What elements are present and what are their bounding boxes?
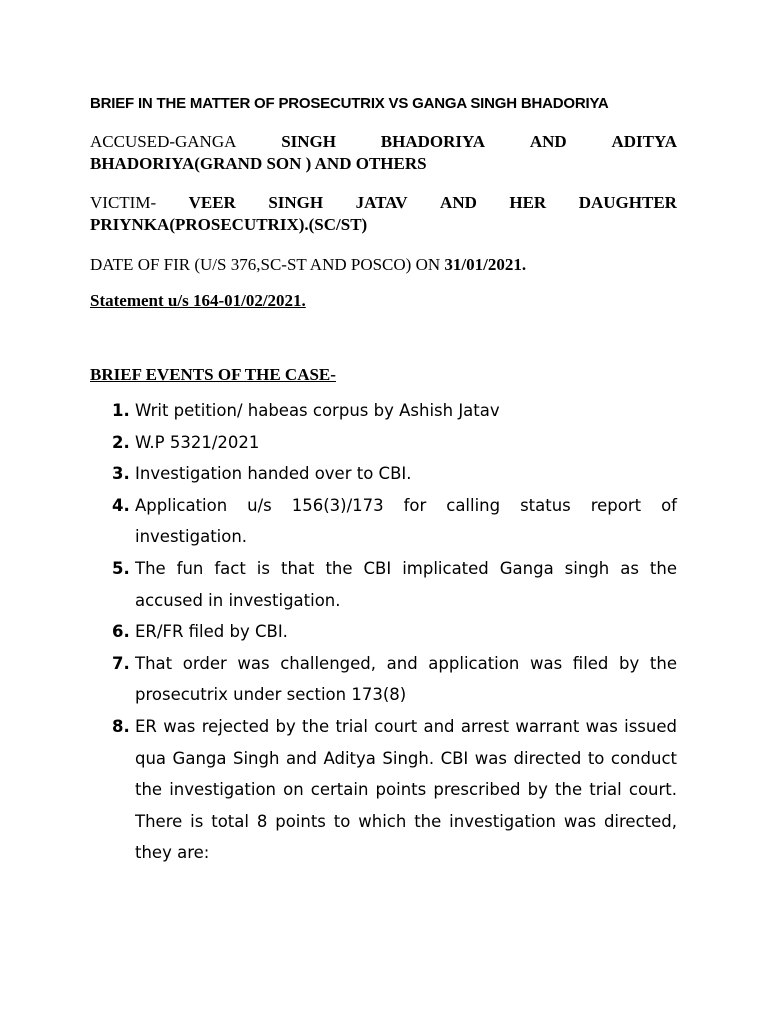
list-item xyxy=(90,427,677,459)
accused-line-2: BHADORIYA(GRAND SON ) AND OTHERS xyxy=(90,154,427,173)
accused-line-1 xyxy=(90,131,677,153)
list-item-number: 4. xyxy=(112,495,130,515)
victim-label: VICTIM- xyxy=(90,193,157,212)
list-item-text: ER/FR filed by CBI. xyxy=(135,622,288,642)
victim-word: HER xyxy=(509,193,547,212)
victim-line-2: PRIYNKA(PROSECUTRIX).(SC/ST) xyxy=(90,215,368,234)
document-title: BRIEF IN THE MATTER OF PROSECUTRIX VS GANGA SINGH BHADORIYA xyxy=(90,95,609,112)
victim-word: VEER xyxy=(188,193,236,212)
accused-paragraph xyxy=(90,131,677,175)
list-item xyxy=(90,458,677,490)
list-item-number: 7. xyxy=(112,653,130,673)
list-item xyxy=(90,395,677,427)
list-item-number: 8. xyxy=(112,716,130,736)
list-item xyxy=(90,616,677,648)
victim-paragraph xyxy=(90,192,677,236)
accused-word: ADITYA xyxy=(611,132,677,151)
list-item-text: W.P 5321/2021 xyxy=(135,432,260,452)
accused-label: ACCUSED-GANGA xyxy=(90,132,237,151)
victim-word: AND xyxy=(440,193,477,212)
accused-word: BHADORIYA xyxy=(380,132,486,151)
list-item-number: 3. xyxy=(112,464,130,484)
list-item xyxy=(90,490,677,553)
list-item-text: That order was challenged, and application was filed by the prosecutrix under section 173(8) xyxy=(135,653,677,705)
accused-word: SINGH xyxy=(281,132,336,151)
list-item-number: 5. xyxy=(112,558,130,578)
events-list xyxy=(90,395,677,869)
brief-events-heading: BRIEF EVENTS OF THE CASE- xyxy=(90,365,336,384)
victim-word: DAUGHTER xyxy=(578,193,677,212)
fir-date: 31/01/2021. xyxy=(444,255,527,274)
list-item-text: ER was rejected by the trial court and arrest warrant was issued qua Ganga Singh and Aditya Singh. CBI was directed to conduct the investigation on certain points prescribed by the trial court. There is total 8 points to which the investigation was directed, they are: xyxy=(135,716,677,863)
list-item xyxy=(90,553,677,616)
victim-word: JATAV xyxy=(355,193,408,212)
accused-word: AND xyxy=(529,132,567,151)
list-item-number: 6. xyxy=(112,622,130,642)
fir-label: DATE OF FIR (U/S 376,SC-ST AND POSCO) ON xyxy=(90,255,445,274)
victim-line-1 xyxy=(90,192,677,214)
list-item-text: Writ petition/ habeas corpus by Ashish Jatav xyxy=(135,401,500,420)
victim-word: SINGH xyxy=(268,193,324,212)
list-item-number: 2. xyxy=(112,432,130,452)
fir-paragraph xyxy=(90,254,677,276)
statement-line: Statement u/s 164-01/02/2021. xyxy=(90,291,306,310)
list-item-text: Investigation handed over to CBI. xyxy=(135,464,412,484)
list-item-text: Application u/s 156(3)/173 for calling status report of investigation. xyxy=(135,495,677,547)
list-item xyxy=(90,711,677,869)
list-item xyxy=(90,648,677,711)
list-item-number: 1. xyxy=(112,401,130,420)
list-item-text: The fun fact is that the CBI implicated Ganga singh as the accused in investigation. xyxy=(135,558,677,610)
